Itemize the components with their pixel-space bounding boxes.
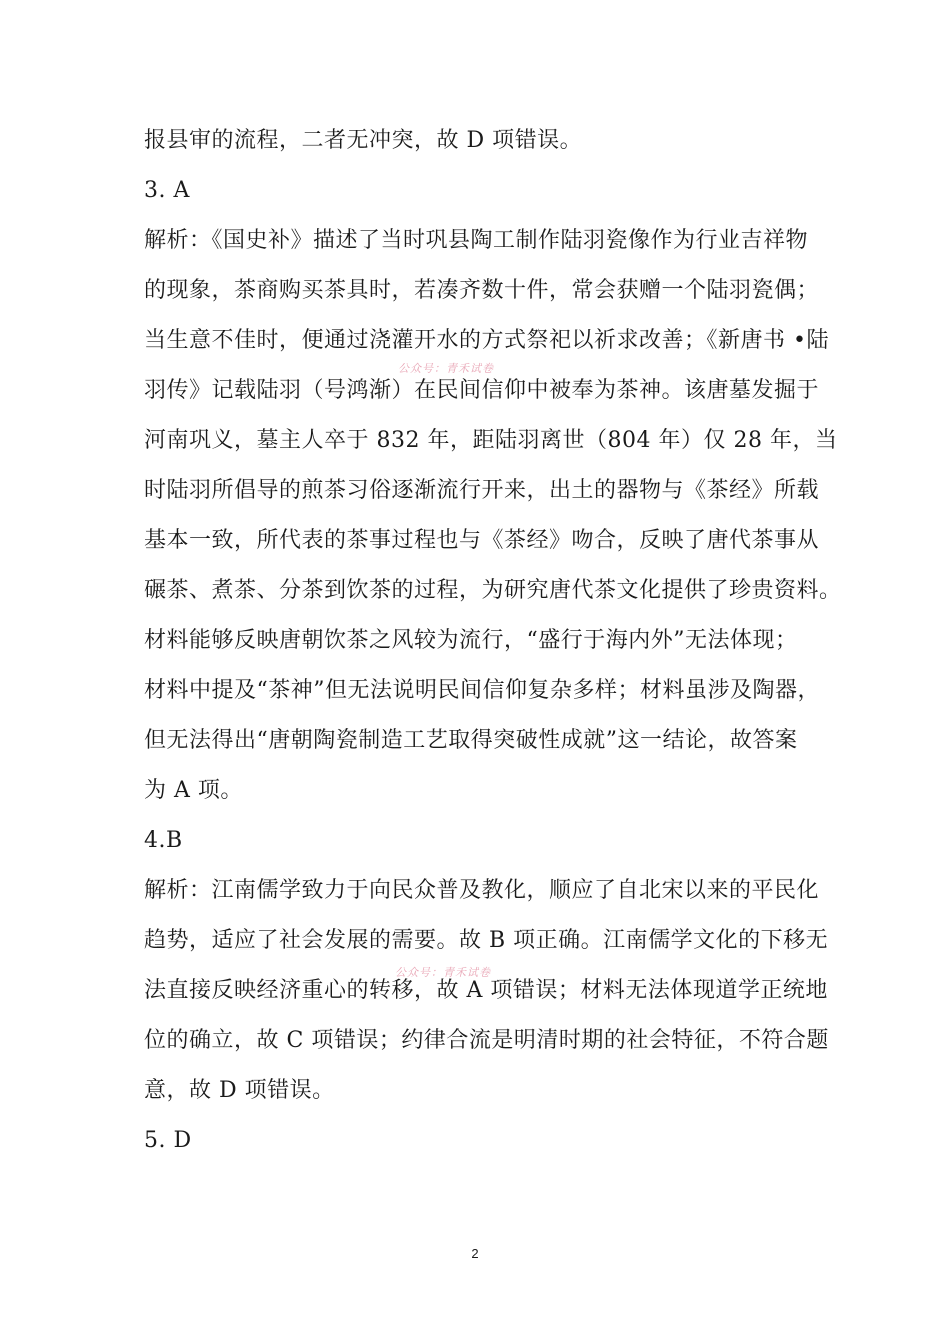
text-line: 时陆羽所倡导的煎茶习俗逐渐流行开来，出土的器物与《茶经》所载 [144, 478, 820, 503]
text-line: 法直接反映经济重心的转移，故 A 项错误；材料无法体现道学正统地 [144, 978, 828, 1003]
text-line: 材料中提及“茶神”但无法说明民间信仰复杂多样；材料虽涉及陶器， [144, 678, 820, 703]
answer-heading-3: 3. A [144, 178, 190, 203]
text-line: 为 A 项。 [144, 778, 243, 803]
text-line: 趋势，适应了社会发展的需要。故 B 项正确。江南儒学文化的下移无 [144, 928, 829, 953]
watermark-text: 公众号：青禾试卷 [398, 362, 494, 375]
text-line: 当生意不佳时，便通过浇灌开水的方式祭祀以祈求改善；《新唐书 •陆 [144, 328, 829, 353]
text-line: 意，故 D 项错误。 [144, 1078, 335, 1103]
text-line: 解析：江南儒学致力于向民众普及教化，顺应了自北宋以来的平民化 [144, 878, 820, 903]
page-number: 2 [471, 1246, 479, 1261]
answer-heading-4: 4.B [144, 828, 183, 853]
text-line: 碾茶、煮茶、分茶到饮茶的过程，为研究唐代茶文化提供了珍贵资料。 [144, 578, 842, 603]
text-line: 但无法得出“唐朝陶瓷制造工艺取得突破性成就”这一结论，故答案 [144, 728, 798, 753]
text-line: 解析：《国史补》描述了当时巩县陶工制作陆羽瓷像作为行业吉祥物 [144, 228, 809, 253]
text-line: 河南巩义，墓主人卒于 832 年，距陆羽离世（804 年）仅 28 年，当 [144, 428, 838, 453]
text-line: 材料能够反映唐朝饮茶之风较为流行，“盛行于海内外”无法体现； [144, 628, 798, 653]
text-line: 羽传》记载陆羽（号鸿渐）在民间信仰中被奉为茶神。该唐墓发掘于 [144, 378, 820, 403]
watermark-text: 公众号：青禾试卷 [395, 966, 491, 979]
answer-heading-5: 5. D [144, 1128, 192, 1153]
text-line: 报县审的流程，二者无冲突，故 D 项错误。 [144, 128, 583, 153]
text-line: 的现象，茶商购买茶具时，若凑齐数十件，常会获赠一个陆羽瓷偶； [144, 278, 820, 303]
text-line: 基本一致，所代表的茶事过程也与《茶经》吻合，反映了唐代茶事从 [144, 528, 820, 553]
text-line: 位的确立，故 C 项错误；约律合流是明清时期的社会特征，不符合题 [144, 1028, 829, 1053]
